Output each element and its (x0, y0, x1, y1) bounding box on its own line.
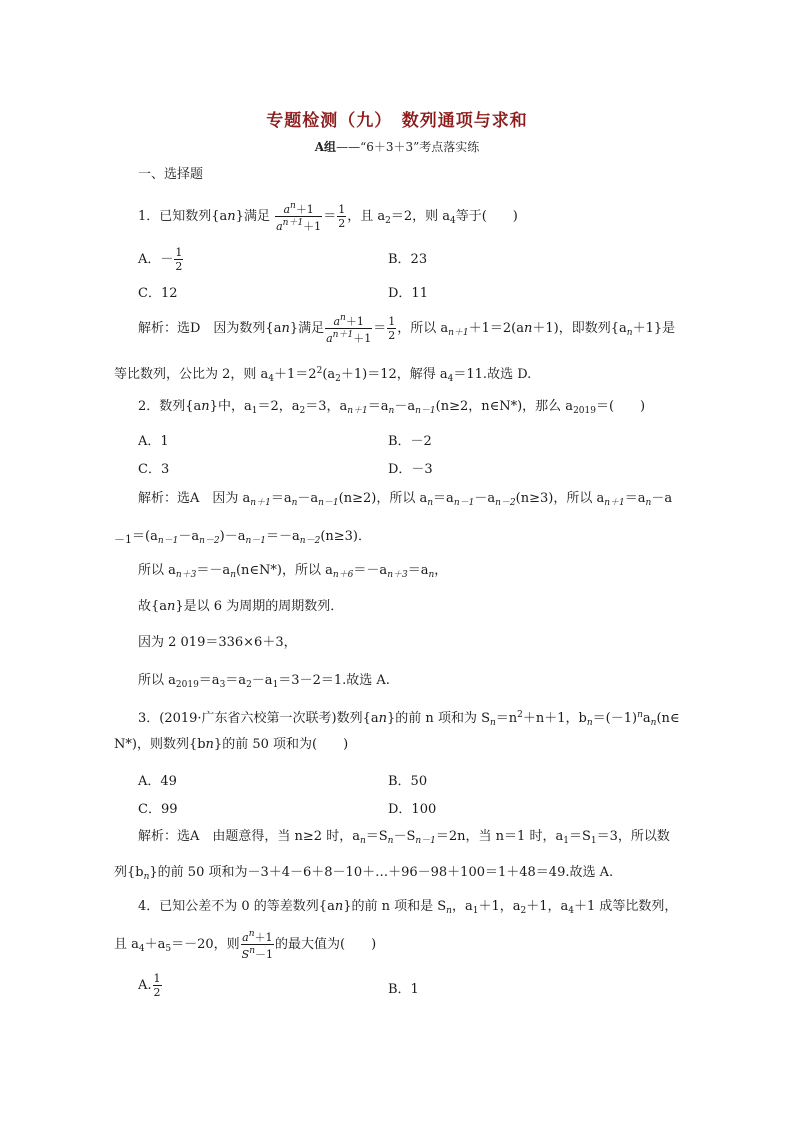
q2-solution-line5: 因为 2 019＝336×6＋3， (138, 635, 297, 650)
q3-option-a: A．49 (138, 774, 177, 789)
section-heading: 一、选择题 (138, 167, 204, 182)
q4-option-b: B．1 (388, 982, 419, 997)
q3-solution-line1: 解析：选A 由题意得，当 n≥2 时，$a_n=S_n-S_{n-1}=2n$，当 n＝1 时，$a_1=S_1=3$，所以数 (138, 829, 670, 846)
q1-fraction: $\frac{a^n+1}{a^{n+1}+1}$ (276, 201, 322, 233)
q3-option-c: C．99 (138, 802, 178, 817)
q2-solution-line2: $_{-1}=(a_{n-1}-a_{n-2})-a_{n-1}=-a_{n-2}(n\ge 3)$． (114, 529, 371, 546)
q2-option-c: C．3 (138, 462, 170, 477)
q1-solution-line1: 解析：选D 因为数列{an}满足 $\frac{a^n+1}{a^{n+1}+1}$ ＝ $\frac{1}{2}$ ，所以 $a_{n+1}+1=2(an+1)$，即数列$\{a_n+1\}$是 (138, 313, 676, 345)
q4-option-a: A. $\frac{1}{2}$ (138, 972, 161, 999)
q1-option-d: D．11 (388, 286, 428, 301)
q2-solution-line6: 所以 $a_{2019}=a_3=a_2-a_1=3-2=1$.故选 A. (138, 673, 390, 690)
q4-stem-line2: 且 $a_4+a_5=-20$，则 $\frac{a^n+1}{S^n-1}$ 的最大值为( ) (114, 929, 377, 961)
q2-solution-line1: 解析：选A 因为 $a_{n+1}=a_n-a_{n-1}(n\ge 2)$，所以 $a_n=a_{n-1}-a_{n-2}(n\ge 3)$，所以 $a_{n+1}=a_n-a$ (138, 491, 673, 508)
q2-solution-line4: 故{an}是以 6 为周期的周期数列． (138, 599, 344, 614)
q4-stem-line1: 4．已知公差不为 0 的等差数列{an}的前 n 项和是 $S_n$，$a_1+1$，$a_2+1$，$a_4+1$ 成等比数列， (138, 899, 678, 916)
q3-stem-line1: 3．(2019·广东省六校第一次联考)数列{an}的前 n 项和为 $S_n=n^2+n+1$，$b_n=(-1)^na_n(n\in$ (138, 710, 680, 728)
q1-solution-line2: 等比数列，公比为 2，则 $a_4+1=2^2(a_2+1)=12$，解得 $a_4=11$.故选 D. (114, 366, 532, 384)
q4-fraction: $\frac{a^n+1}{S^n-1}$ (241, 929, 274, 961)
q1-option-a: A．－ $\frac{1}{2}$ (138, 246, 183, 273)
page-title: 专题检测（九） 数列通项与求和 (266, 111, 528, 131)
q2-option-b: B．－2 (388, 434, 432, 449)
page-subtitle (0, 138, 794, 155)
q1-option-b: B．23 (388, 252, 428, 267)
group-label: A组 (314, 140, 337, 154)
q2-option-d: D．－3 (388, 462, 433, 477)
q2-option-a: A．1 (138, 434, 169, 449)
q1-option-c: C．12 (138, 286, 178, 301)
q2-solution-line3: 所以 $a_{n+3}=-a_n(n\in N*)$，所以 $a_{n+6}=-a_{n+3}=a_n$， (138, 563, 448, 580)
q3-stem-line2: N*)，则数列{bn}的前 50 项和为( ) (114, 737, 349, 752)
q3-option-b: B．50 (388, 774, 428, 789)
q3-solution-line2: 列$\{b_n\}$的前 50 项和为－3＋4－6＋8－10＋…＋96－98＋100＝1＋48＝49.故选 A. (114, 865, 614, 882)
q3-option-d: D．100 (388, 802, 437, 817)
q1-stem: 1．已知数列{an}满足 $\frac{a^n+1}{a^{n+1}+1}$ ＝ $\frac{1}{2}$ ，且 $a_2=2$，则 $a_4$等于( ) (138, 201, 518, 233)
q1-half: $\frac{1}{2}$ (338, 203, 346, 230)
subtitle-rest: ——“6＋3＋3”考点落实练 (336, 140, 480, 154)
q2-stem: 2．数列{an}中，$a_1=2$，$a_2=3$，$a_{n+1}=a_n-a_{n-1}(n\ge 2$，n∈N*)，那么 $a_{2019}=$( ) (138, 399, 646, 416)
